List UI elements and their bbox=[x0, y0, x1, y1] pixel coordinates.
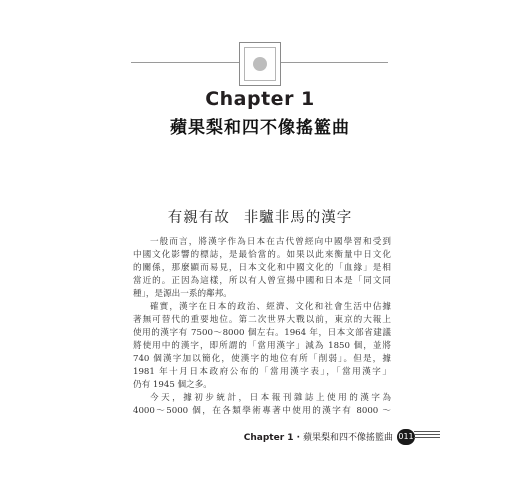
body-line: 仍有 1945 個之多。 bbox=[133, 380, 212, 390]
body-line: 當近的。正因為這樣，所以有人曾宣揚中國和日本是「同文同 bbox=[133, 276, 391, 286]
body-line: 著無可替代的重要地位。第二次世界大戰以前，東京的大報上 bbox=[133, 315, 391, 325]
chapter-title: 蘋果梨和四不像搖籃曲 bbox=[170, 118, 350, 138]
body-line: 今天，據初步統計，日本報刊雜誌上使用的漢字為 bbox=[150, 393, 391, 403]
body-line: 中國文化影響的標誌，是最恰當的。如果以此來衡量中日文化 bbox=[133, 250, 391, 260]
page-number: 011 bbox=[397, 429, 415, 445]
footer-decoration-lines bbox=[414, 431, 440, 443]
footer-separator: ‧ bbox=[296, 433, 300, 443]
body-line: 740 個漢字加以簡化，使漢字的地位有所「削弱」。但是，據 bbox=[133, 354, 391, 364]
body-line: 4000～5000 個，在各類學術專著中使用的漢字有 8000 ～ bbox=[133, 406, 391, 416]
body-text bbox=[133, 236, 391, 418]
chapter-number: Chapter 1 bbox=[205, 88, 315, 110]
chapter-emblem bbox=[239, 42, 281, 86]
body-line: 1981 年十月日本政府公布的「當用漢字表」，「當用漢字」 bbox=[133, 367, 391, 377]
footer-chapter-label: Chapter 1 bbox=[243, 433, 294, 443]
circle-icon bbox=[253, 57, 267, 71]
section-heading bbox=[0, 206, 520, 227]
body-line: 確實，漢字在日本的政治、經濟、文化和社會生活中佔據 bbox=[150, 302, 391, 312]
body-line: 的關係，那麼顯而易見，日本文化和中國文化的「血緣」是相 bbox=[133, 263, 391, 273]
body-line: 使用的漢字有 7500～8000 個左右。1964 年，日本文部省建議 bbox=[133, 328, 391, 338]
body-line: 將使用中的漢字，即所謂的「當用漢字」減為 1850 個，並將 bbox=[133, 341, 391, 351]
footer-chapter-title: 蘋果梨和四不像搖籃曲 bbox=[302, 433, 393, 443]
body-line: 一般而言，將漢字作為日本在古代曾經向中國學習和受到 bbox=[150, 237, 391, 247]
page-footer bbox=[243, 427, 428, 447]
body-line: 種」，是源出一系的鄰邦。 bbox=[133, 289, 232, 299]
section-heading-part2: 非驢非馬的漢字 bbox=[243, 210, 353, 226]
section-heading-part1: 有親有故 bbox=[167, 210, 230, 226]
running-footer bbox=[244, 430, 393, 443]
